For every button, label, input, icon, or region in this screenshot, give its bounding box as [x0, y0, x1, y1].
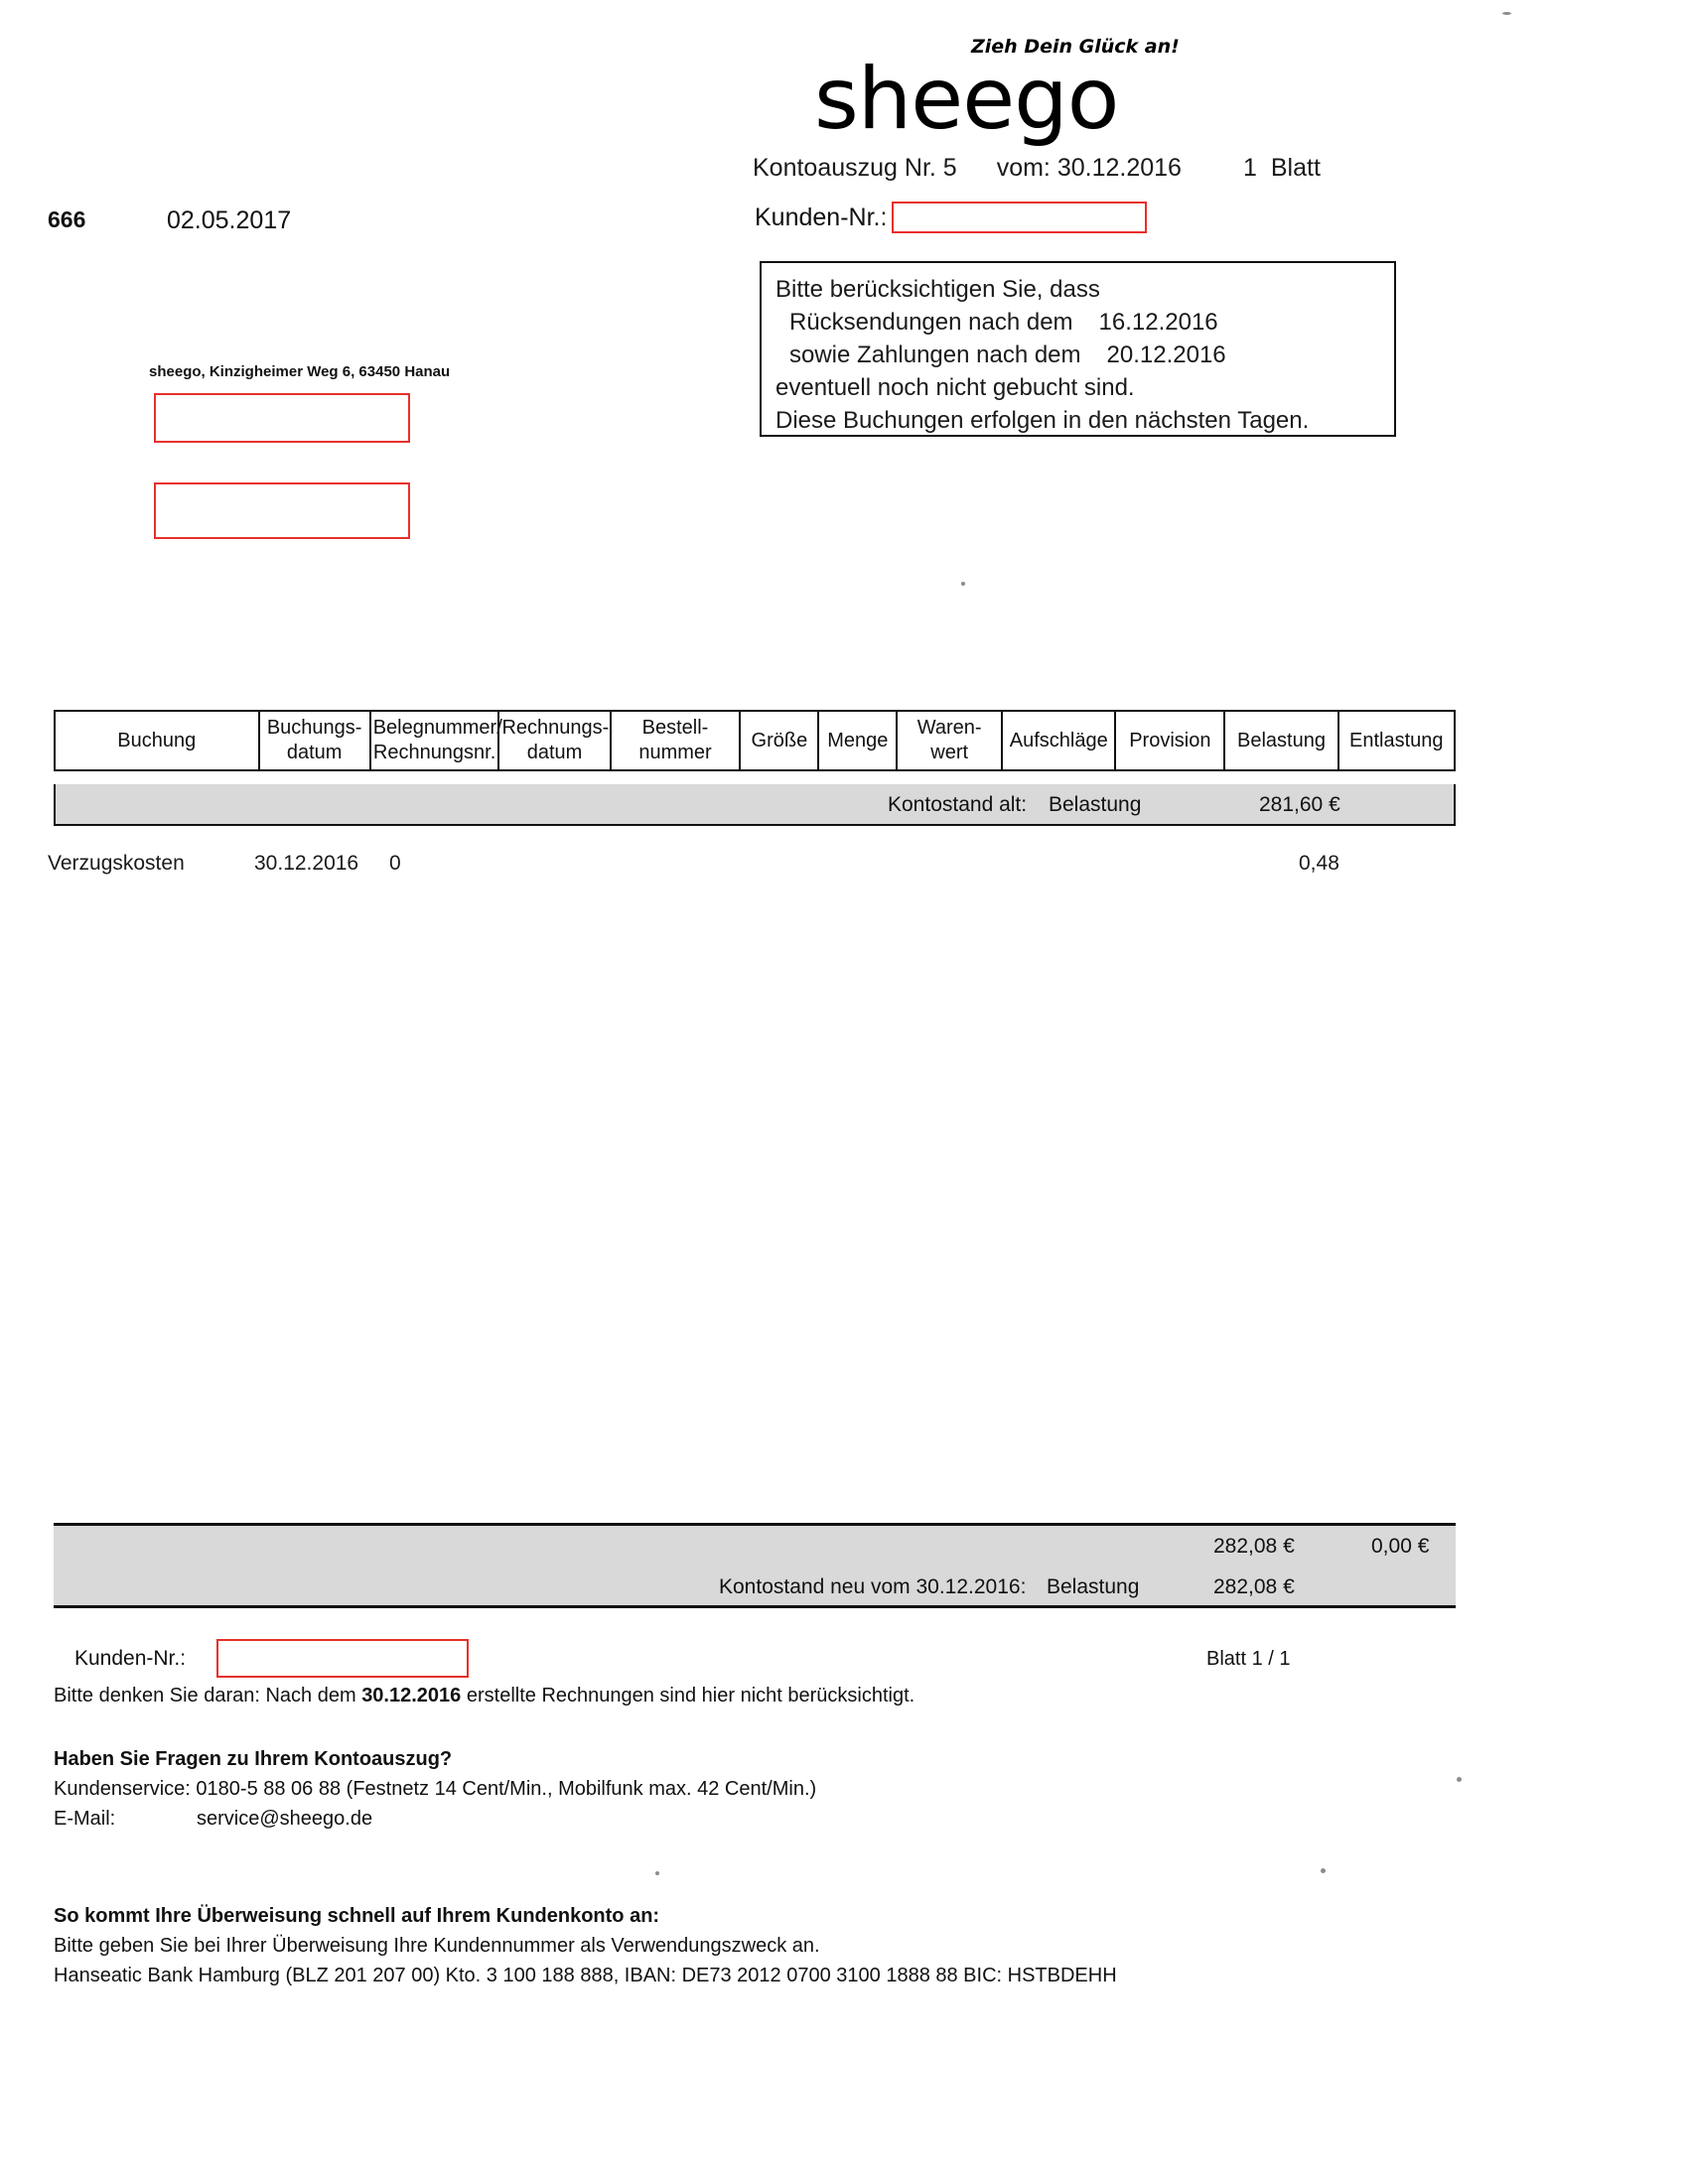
transfer-instruction: Bitte geben Sie bei Ihrer Überweisung Ihre Kundennummer als Verwendungszweck an.: [54, 1935, 820, 1957]
reminder-prefix: Bitte denken Sie daran: Nach dem: [54, 1685, 362, 1706]
notice-payments-date: 20.12.2016: [1106, 341, 1226, 368]
col5-line1: Größe: [751, 729, 808, 751]
statement-number: Kontoauszug Nr. 5: [753, 154, 957, 182]
document-number: 666: [48, 206, 86, 232]
col8-line1: Aufschläge: [1009, 729, 1108, 751]
customer-number-field-top[interactable]: [892, 202, 1147, 233]
sheet-info: Blatt 1 / 1: [1206, 1648, 1291, 1670]
notice-line-5: Diese Buchungen erfolgen in den nächsten Tagen.: [775, 407, 1310, 434]
statement-header-line: [753, 154, 1321, 183]
table-row: [0, 852, 1688, 884]
scan-speckle: [1502, 12, 1511, 15]
email-address[interactable]: service@sheego.de: [197, 1808, 373, 1830]
customer-number-label-bottom: Kunden-Nr.:: [74, 1647, 187, 1670]
col1-line1: Buchungs-: [266, 717, 362, 739]
row-buchung: Verzugskosten: [48, 852, 185, 875]
col4-line1: Bestell-: [641, 717, 709, 739]
reminder-suffix: erstellte Rechnungen sind hier nicht berücksichtigt.: [461, 1685, 915, 1706]
balance-old-row: [54, 784, 1456, 826]
sheet-unit: Blatt: [1270, 154, 1321, 182]
column-header-entlastung: [1338, 711, 1455, 770]
col7-line1: Waren-: [916, 717, 982, 739]
column-header-belegnummer: [370, 711, 502, 770]
customer-number-field-bottom[interactable]: [216, 1639, 469, 1678]
email-label: E-Mail:: [54, 1808, 116, 1830]
col6-line1: Menge: [827, 729, 889, 751]
notice-line-2: [775, 306, 1394, 339]
faq-heading: Haben Sie Fragen zu Ihrem Kontoauszug?: [54, 1748, 453, 1770]
col2-line1: Belegnummer/: [372, 717, 502, 739]
notice-returns-text: Rücksendungen nach dem: [789, 309, 1073, 336]
row-belastung: 0,48: [1299, 852, 1339, 875]
sheet-count: 1: [1242, 154, 1257, 182]
notice-payments-text: sowie Zahlungen nach dem: [789, 341, 1081, 368]
col10-line1: Belastung: [1236, 729, 1326, 751]
reminder-note: [54, 1685, 914, 1707]
notice-line-3: [775, 339, 1394, 371]
summary-total-entlastung: 0,00 €: [1371, 1535, 1430, 1558]
transfer-heading: So kommt Ihre Überweisung schnell auf Ihrem Kundenkonto an:: [54, 1905, 660, 1927]
notice-returns-date: 16.12.2016: [1098, 309, 1218, 336]
recipient-address-field-2[interactable]: [154, 482, 410, 539]
summary-total-belastung: 282,08 €: [1213, 1535, 1295, 1558]
notice-line-4: eventuell noch nicht gebucht sind.: [775, 374, 1135, 401]
col0-line1: Buchung: [117, 729, 197, 751]
balance-new-amount: 282,08 €: [1213, 1575, 1295, 1598]
balance-old-type: Belastung: [1049, 793, 1142, 816]
balance-new-type: Belastung: [1047, 1575, 1140, 1598]
notice-line-1: Bitte berücksichtigen Sie, dass: [775, 276, 1100, 303]
balance-old-label: Kontostand alt:: [888, 793, 1028, 816]
col9-line1: Provision: [1129, 729, 1211, 751]
col4-line2: nummer: [638, 742, 712, 763]
table-header-row: [55, 711, 1455, 770]
bank-details: Hanseatic Bank Hamburg (BLZ 201 207 00) Kto. 3 100 188 888, IBAN: DE73 2012 0700 3100 1888 88 BIC: HSTBDEHH: [54, 1965, 1117, 1986]
return-address-line: sheego, Kinzigheimer Weg 6, 63450 Hanau: [149, 363, 451, 380]
col2-line2: Rechnungsnr.: [372, 742, 496, 763]
scan-speckle: [961, 582, 965, 586]
document-date: 02.05.2017: [167, 206, 292, 234]
column-header-warenwert: [897, 711, 1002, 770]
booking-notice-box: [760, 261, 1396, 437]
balance-old-amount: 281,60 €: [1259, 793, 1340, 816]
recipient-address-field-1[interactable]: [154, 393, 410, 443]
summary-block: [54, 1523, 1456, 1608]
brand-wordmark: sheego: [814, 50, 1119, 149]
statement-date: vom: 30.12.2016: [996, 154, 1182, 182]
scan-speckle: [1457, 1777, 1462, 1782]
customer-service-line: Kundenservice: 0180-5 88 06 88 (Festnetz 14 Cent/Min., Mobilfunk max. 42 Cent/Min.): [54, 1778, 817, 1800]
row-buchungsdatum: 30.12.2016: [254, 852, 359, 875]
column-header-buchungsdatum: [259, 711, 370, 770]
customer-number-label-top: Kunden-Nr.:: [755, 204, 888, 231]
col1-line2: datum: [286, 742, 343, 763]
col11-line1: Entlastung: [1349, 729, 1444, 751]
booking-table: [54, 710, 1456, 771]
column-header-provision: [1115, 711, 1224, 770]
scan-speckle: [655, 1871, 659, 1875]
scan-speckle: [1321, 1868, 1326, 1873]
reminder-date: 30.12.2016: [361, 1685, 462, 1706]
column-header-groesse: [740, 711, 818, 770]
col3-line2: datum: [526, 742, 583, 763]
column-header-rechnungsdatum: [498, 711, 610, 770]
brand-tagline: Zieh Dein Glück an!: [971, 36, 1180, 58]
column-header-menge: [818, 711, 897, 770]
brand-logo: [804, 30, 1180, 149]
col3-line1: Rechnungs-: [501, 717, 610, 739]
column-header-aufschlaege: [1002, 711, 1115, 770]
column-header-bestellnummer: [611, 711, 741, 770]
column-header-buchung: [55, 711, 259, 770]
row-belegnummer: 0: [389, 852, 401, 875]
col7-line2: wert: [930, 742, 969, 763]
column-header-belastung: [1224, 711, 1337, 770]
balance-new-label: Kontostand neu vom 30.12.2016:: [719, 1575, 1027, 1598]
